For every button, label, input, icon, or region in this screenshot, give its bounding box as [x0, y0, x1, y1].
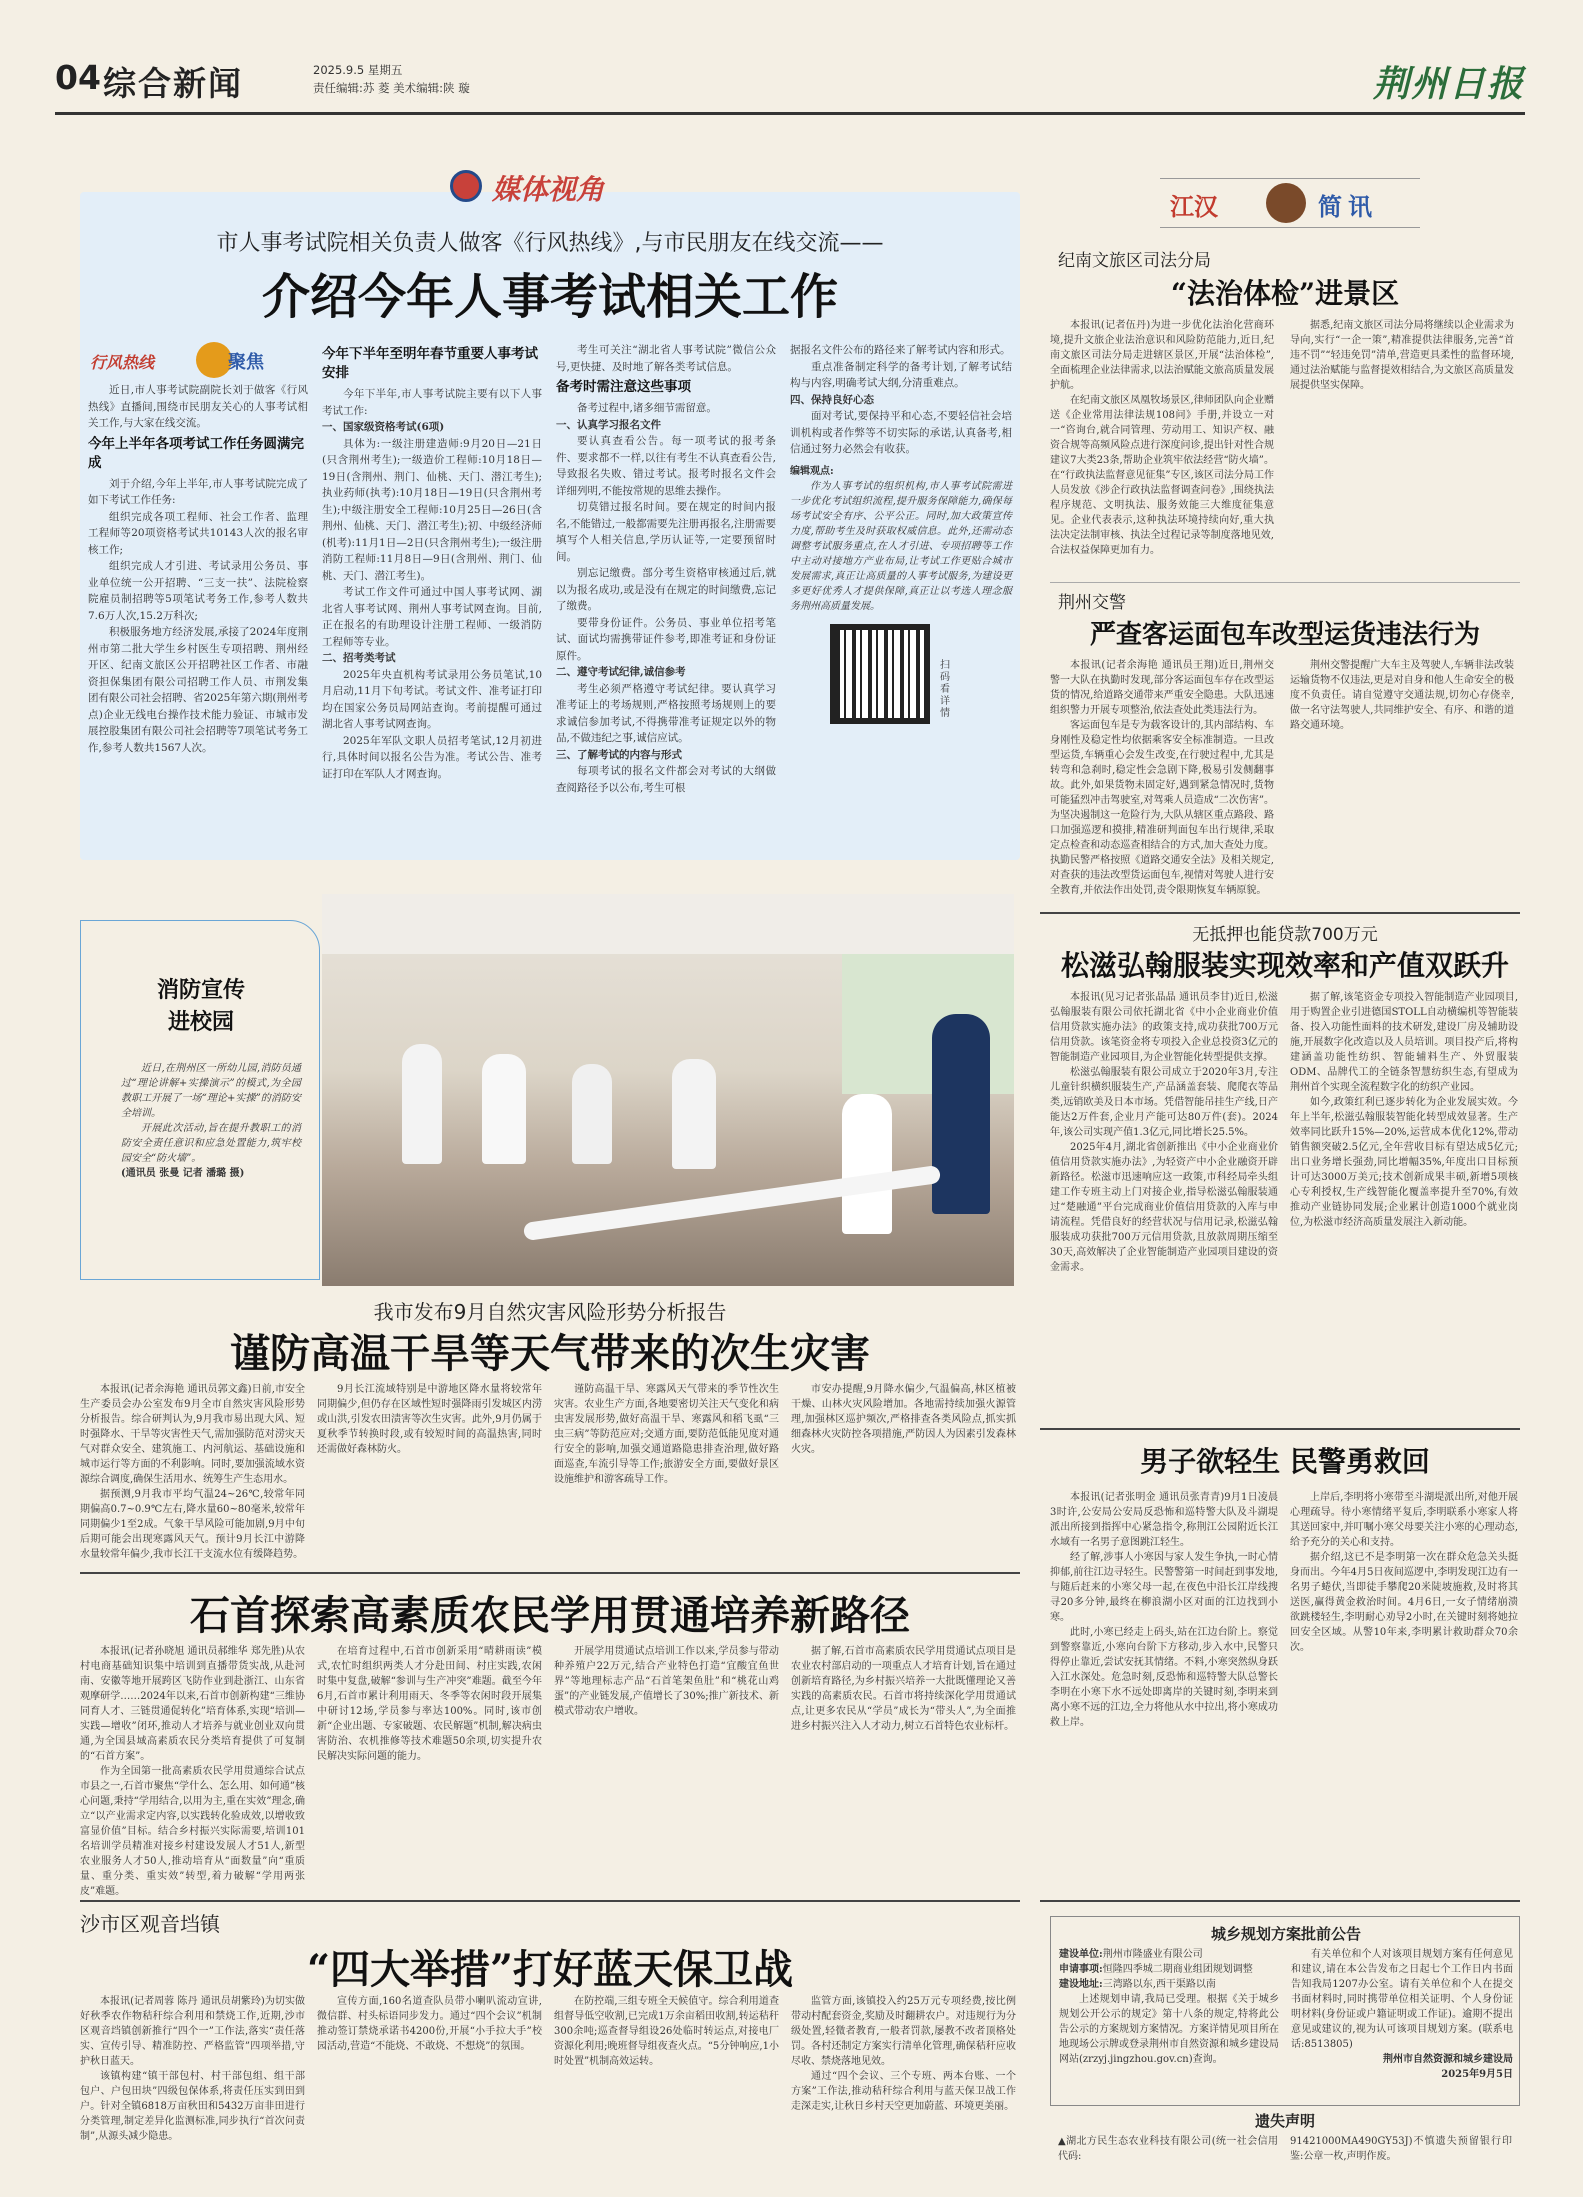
media-subhead-3: 备考时需注意这些事项: [556, 379, 691, 395]
media-col-4: 据报名文件公布的路径来了解考试内容和形式。 重点准备制定科学的备考计划,了解考试结构与内容,明确考试大纲,分清重难点。 四、保持良好心态 面对考试,要保持平和心态,不要轻信社会培训机构或者作弊等不切实际的承诺,认真备考,相信通过努力必然会有收获。 编辑观点: 作为人事考试的组织机构,市人事考试院需进一步优化考试组织流程,提升服务保障能力,确保每场考试安全有序、公平公正。同时,加大政策宣传力度,帮助考生及时获取权威信息。此外,还需动态调整考试服务重点,在人才引进、专项招聘等工作中主动对接地方产业布局,让考试工作更贴合城市发展需求,真正让高质量的人事考试服务,为建设更多更好优秀人才提供保障,真正让以考选人理念服务荆州高质量发展。 扫码看详情: [790, 342, 1012, 852]
shishou-title: 石首探索高素质农民学用贯通培养新路径: [190, 1592, 910, 1639]
brief-traffic-title: 严查客运面包车改型运货违法行为: [1089, 620, 1480, 650]
fire-drill-photo: [322, 894, 1014, 1286]
media-subhead-2: 今年下半年至明年春节重要人事考试安排: [322, 346, 538, 381]
media-focus-block: [80, 173, 1020, 860]
shashi-title: “四大举措”打好蓝天保卫战: [306, 1946, 793, 1993]
media-kicker: 市人事考试院相关负责人做客《行风热线》,与市民朋友在线交流——: [216, 231, 884, 256]
media-title: 介绍今年人事考试相关工作: [261, 269, 838, 325]
editorial-comment-label: 编辑观点:: [790, 465, 834, 477]
masthead: [55, 56, 1535, 108]
disaster-title: 谨防高温干旱等天气带来的次生灾害: [230, 1330, 870, 1377]
rescue-title: 男子欲轻生 民警勇救回: [1140, 1445, 1430, 1478]
section-name: 综合新闻: [103, 64, 243, 103]
media-subhead-1: 今年上半年各项考试工作任务圆满完成: [88, 435, 304, 471]
fire-caption-box: 消防宣传 进校园 近日,在荆州区一所幼儿园,消防员通过“理论讲解+实操演示”的模式,为全园教职工开展了一场“理论+实操”的消防安全培训。 开展此次活动,旨在提升教职工的消防安全责任意识和应急处置能力,筑牢校园安全“防火墙”。 (通讯员 张曼 记者 潘璐 摄): [80, 920, 320, 1280]
photo-credit: (通讯员 张曼 记者 潘璐 摄): [121, 1168, 245, 1179]
paper-name-logo: 荆州日报: [1372, 63, 1525, 105]
shishou-story: 石首探索高素质农民学用贯通培养新路径 本报讯(记者孙晓旭 通讯员郝维华 郑先胜)从农村电商基础知识集中培训到直播带货实战,从赴河南、安徽等地开展跨区飞防作业到赴浙江、山东省观摩研学……2024年以来,石首市创新构建“三维协同育人才、三链贯通促转化”培育体系,实现“培训—实践—增收”闭环,推动人才培养与就业创业双向贯通,为全国县域高素质农民分类培育提供了可复制的“石首方案”。 作为全国第一批高素质农民学用贯通综合试点市县之一,石首市聚焦“学什么、怎么用、如何通”核心问题,秉持“学用结合,以用为主,重在实效”理念,确立“以产业需求定内容,以实践转化验成效,以增收致富显价值”目标。结合乡村振兴实际需要,培训101名培训学员精准对接乡村建设发展人才51人,新型农业服务人才50人,推动培育从“面数量”向“重质量、重分类、重实效”转型,着力破解“学用两张皮”难题。 在培育过程中,石首市创新采用“晴耕雨读”模式,农忙时组织两类人才分赴田间、村庄实践,农闲时集中复盘,破解“参训与生产冲突”难题。截至今年6月,石首市累计利用雨天、冬季等农闲时段开展集中研讨12场,学员参与率达100%。同时,该市创新“企业出题、专家破题、农民解题”机制,解决病虫害防治、农机推修等技术难题50余项,切实提升农民解决实际问题的能力。 开展学用贯通试点培训工作以来,学员参与带动种养殖户22万元,结合产业特色打造“宜酸宜鱼世界”等地理标志产品“石首笔架鱼肚”和“桃花山鸡蛋”的产业链发展,产值增长了30%;推广新技术、新模式带动农户增收。 据了解,石首市高素质农民学用贯通试点项目是农业农村部启动的一项重点人才培育计划,旨在通过创新培育路径,为乡村振兴培养一大批既懂理论又善实践的高素质农民。石首市将持续深化学用贯通试点,让更多农民从“学员”成长为“带头人”,为全面推进乡村振兴注入人才动力,树立石首特色农业标杆。: [80, 1584, 1020, 1894]
jianghan-banner: 江汉 简讯: [1160, 178, 1420, 228]
loan-title: 松滋弘翰服装实现效率和产值双跃升: [1060, 949, 1509, 982]
disaster-story: 我市发布9月自然灾害风险形势分析报告 谨防高温干旱等天气带来的次生灾害 本报讯(记者余海艳 通讯员郭文鑫)日前,市安全生产委员会办公室发布9月全市自然灾害风险形势分析报告。综合研判认为,9月我市易出现大风、短时强降水、干旱等灾害性天气,需加强防范对涝灾天气对群众安全、建筑施工、内河航运、基础设施和城市运行等方面的不利影响。同时,要加强流域水资源综合调度,确保生活用水、统筹生产生态用水。 据预测,9月我市平均气温24~26℃,较常年同期偏高0.7~0.9℃左右,降水量60~80毫米,较常年同期偏少1至2成。气象干旱风险可能加剧,9月中旬后期可能会出现寒露风天气。预计9月长江中游降水量较常年偏少,我市长江干支流水位有缓降趋势。 9月长江流域特别是中游地区降水量将较常年同期偏少,但仍存在区域性短时强降雨引发城区内涝或山洪,引发农田渍害等次生灾害。此外,9月仍属于夏秋季节转换时段,或有较短时间的高温热害,同时还需做好森林防火。 谨防高温干旱、寒露风天气带来的季节性次生灾害。农业生产方面,各地要密切关注天气变化和病虫害发展形势,做好高温干旱、寒露风和稻飞虱“三虫三病”等防范应对;交通方面,要防范低能见度对通行安全的影响,加强交通道路隐患排查治理,做好路面巡查,车流引导等工作;旅游安全方面,要做好景区设施维护和游客疏导工作。 市安办提醒,9月降水偏少,气温偏高,林区植被干燥、山林火灾风险增加。各地需持续加强火源管理,加强林区巡护频次,严格排查各类风险点,抓实抓细森林火灾防控各项措施,严防因人为因素引发森林火灾。: [80, 1296, 1020, 1566]
qr-code[interactable]: [830, 624, 930, 724]
brief-traffic: 荆州交警 严查客运面包车改型运货违法行为 本报讯(记者余海艳 通讯员王翔)近日,荆州交警一大队在执勤时发现,部分客运面包车存在改型运货的情况,给道路交通带来严重安全隐患。大队迅速组织警力开展专项整治,依法查处此类违法行为。 客运面包车是专为载客设计的,其内部结构、车身刚性及稳定性均依据乘客安全标准制造。一旦改型运货,车辆重心会发生改变,在行驶过程中,尤其是转弯和急刹时,稳定性会急剧下降,极易引发侧翻事故。此外,如果货物未固定好,遇到紧急情况时,货物可能猛烈冲击驾驶室,对驾乘人员造成“二次伤害”。为坚决遏制这一危险行为,大队从辖区重点路段、路口加强巡逻和摸排,精准研判面包车出行规律,采取定点检查和动态巡查相结合的方式,加大查处力度。执勤民警严格按照《道路交通安全法》及相关规定,对查获的违法改型货运面包车,视情对驾驶人进行安全教育,并依法作出处罚,责令限期恢复车辆原貌。 荆州交警提醒广大车主及驾驶人,车辆非法改装运输货物不仅违法,更是对自身和他人生命安全的极度不负责任。请自觉遵守交通法规,切勿心存侥幸,做一名守法驾驶人,共同维护安全、有序、和谐的道路交通环境。: [1050, 588, 1520, 904]
editor-line: 责任编辑:苏 菱 美术编辑:陕 璇: [313, 81, 470, 95]
media-col-2: 今年下半年至明年春节重要人事考试安排 今年下半年,市人事考试院主要有以下人事考试工作: 一、国家级资格考试(6项) 具体为:一级注册建造师:9月20日—21日(只含荆州考生);一级造价工程师:10月18日—19日(含荆州、荆门、仙桃、天门、潜江考生);执业药师(执考):10月18日—19日(只含荆州考生);中级注册安全工程师:10月25日—26日(含荆州、仙桃、天门、潜江考生);初、中级经济师(机考):11月1日—2日(只含荆州考生);一级注册消防工程师:11月8日—9日(含荆州、荆门、仙桃、天门、潜江考生)。 考试工作文件可通过中国人事考试网、湖北省人事考试网、荆州人事考试网查询。目前,正在报名的有助理设计注册工程师、一级消防工程师等专业。 二、招考类考试 2025年央直机构考试录用公务员笔试,10月启动,11月下旬考试。考试文件、准考证打印均在国家公务员局网站查询。考前提醒可通过湖北省人事考试网查询。 2025年军队文职人员招考笔试,12月初进行,具体时间以报名公告为准。考试公告、准考证打印在军队人才网查询。: [322, 346, 542, 780]
masthead-rule: [55, 112, 1525, 115]
shashi-story: 沙市区观音垱镇 “四大举措”打好蓝天保卫战 本报讯(记者周蓉 陈丹 通讯员胡紫玲)为切实做好秋季农作物秸秆综合利用和禁烧工作,近期,沙市区观音垱镇创新推行“四个一”工作法,落实“责任落实、宣传引导、精准防控、严格监管”四项举措,守护秋日蓝天。 该镇构建“镇干部包村、村干部包组、组干部包户、户包田块”四级包保体系,将责任压实到田到户。针对全镇6818万亩秋田和5432万亩非田进行分类管理,制定差异化监测标准,同步执行“首次问责制”,从源头减少隐患。 宣传方面,160名道查队员带小喇叭流动宣讲,微信群、村头标语同步发力。通过“四个会议”机制推动签订禁烧承诺书4200份,开展“小手拉大手”校园活动,营造“不能烧、不敢烧、不想烧”的氛围。 在防控端,三组专班全天候值守。综合利用道查组督导低空收割,已完成1万余亩稻田收割,转运秸秆300余吨;巡查督导组设26处临时转运点,对接电厂资源化利用;晚班督导组夜查火点。“5分钟响应,1小时处置”机制高效运转。 监管方面,该镇投入约25万元专项经费,按比例带动村配套资金,奖励及时翻耕农户。对违规行为分级处置,轻微者教育,一般者罚款,屡教不改者顶格处罚。各村还制定方案实行清单化管理,确保秸秆应收尽收、禁烧落地见效。 通过“四个会议、三个专班、两本台账、一个方案”工作法,推动秸秆综合利用与蓝天保卫战工作走深走实,让秋日乡村天空更加蔚蓝、环境更美丽。: [80, 1908, 1020, 2158]
issue-date: 2025.9.5 星期五: [313, 63, 403, 77]
brief-jinan-title: “法治体检”进景区: [1170, 277, 1400, 310]
hotline-logo: 行风热线: [90, 353, 155, 372]
qr-note: 扫码看详情: [940, 659, 950, 719]
notice-title: 城乡规划方案批前公告: [1210, 1925, 1361, 1943]
media-col-3: 考生可关注“湖北省人事考试院”微信公众号,更快捷、及时地了解各类考试信息。 备考时需注意这些事项 备考过程中,诸多细节需留意。 一、认真学习报名文件 要认真查看公告。每一项考试的报考条件、要求都不一样,以往有考生不认真查看公告,导致报名失败、错过考试。报考时报名文件会详细列明,不能按常规的思维去操作。 切莫错过报名时间。要在规定的时间内报名,不能错过,一般都需要先注册再报名,注册需要填写个人相关信息,学历认证等,一定要预留时间。 别忘记缴费。部分考生资格审核通过后,就以为报名成功,或是没有在规定的时间缴费,忘记了缴费。 要带身份证件。公务员、事业单位招考笔试、面试均需携带证件参考,即准考证和身份证原件。 二、遵守考试纪律,诚信参考 考生必须严格遵守考试纪律。要认真学习准考证上的考场规则,严格按照考场规则上的要求诚信参加考试,不得携带准考证规定以外的物品,不做违纪之事,诚信应试。 三、了解考试的内容与形式 每项考试的报名文件都会对考试的大纲做查阅路径予以公布,考生可根: [556, 344, 777, 794]
page-number: 04: [55, 58, 101, 97]
planning-notice: 城乡规划方案批前公告 建设单位:荆州市隆盛业有限公司 申请事项:恒隆四季城二期商业组团规划调整 建设地址:三湾路以东,西干渠路以南 上述规划申请,我局已受理。根据《关于城乡规划公开公示的规定》第十八条的规定,特将此公告公示的方案规划方案情况。方案详情见项目所在地现场公示牌或登录荆州市自然资源和城乡建设局网站(zrzyj.jingzhou.gov.cn)查询。 有关单位和个人对该项目规划方案有任何意见和建议,请在本公告发布之日起七个工作日内书面告知我局1207办公室。请有关单位和个人在提交书面材料时,同时携带单位相关证明、个人身份证明材料(身份证或户籍证明或工作证)。逾期不提出意见或建议的,视为认可该项目规划方案。(联系电话:8513805) 荆州市自然资源和城乡建设局 2025年9月5日: [1050, 1916, 1520, 2106]
media-emblem-icon: [450, 170, 482, 202]
editorial-comment: 作为人事考试的组织机构,市人事考试院需进一步优化考试组织流程,提升服务保障能力,确保每场考试安全有序、公平公正。同时,加大政策宣传力度,帮助考生及时获取权威信息。此外,还需动态调整考试服务重点,在人才引进、专项招聘等工作中主动对接地方产业布局,让考试工作更贴合城市发展需求,真正让高质量的人事考试服务,为建设更多更好优秀人才提供保障,真正让以考选人理念服务荆州高质量发展。: [790, 480, 1012, 612]
rescue-story: 男子欲轻生 民警勇救回 本报讯(记者张明金 通讯员张青青)9月1日凌晨3时许,公安局公安局反恐怖和巡特警大队及斗湖堤派出所接到指挥中心紧急指令,称荆江公园附近长江水域有一名男子意图跳江轻生。 经了解,涉事人小寒因与家人发生争执,一时心情抑郁,前往江边寻轻生。民警警第一时间赶到事发地,与随后赶来的小寒父母一起,在夜色中沿长江岸线搜寻20多分钟,最终在柳浪湖小区对面的江边找到小寒。 此时,小寒已经走上码头,站在江边台阶上。察觉到警察靠近,小寒向台阶下方移动,步入水中,民警只得停止靠近,尝试安抚其情绪。不料,小寒突然纵身跃入江水深处。危急时刻,反恐怖和巡特警大队总警长李明在小寒下水不远处即离岸的关键时刻,李明来到离小寒不远的江边,全力将他从水中拉出,将小寒成功救上岸。 上岸后,李明将小寒带至斗湖堤派出所,对他开展心理疏导。待小寒情绪平复后,李明联系小寒家人将其送回家中,并叮嘱小寒父母要关注小寒的心理动态,给予充分的关心和支持。 据介绍,这已不是李明第一次在群众危急关头挺身而出。今年4月5日夜间巡逻中,李明发现江边有一名男子蜷伏,当即徒手攀爬20米陡坡施救,及时将其送医,赢得黄金救治时间。4月6日,一女子情绪崩溃欲跳楼轻生,李明耐心劝导2小时,在关键时刻将她拉回安全区域。从警10年来,李明累计救助群众70余次。: [1050, 1440, 1520, 1900]
jianghan-emblem-icon: [1266, 183, 1306, 223]
loan-story: 无抵押也能贷款700万元 松滋弘翰服装实现效率和产值双跃升 本报讯(见习记者张晶晶 通讯员李甘)近日,松滋弘翰服装有限公司依托湖北省《中小企业商业价值信用贷款实施办法》的政策支持,成功获批700万元信用贷款。该笔资金将专项投入企业总投资3亿元的智能制造产业园项目,为企业智能化转型提供支撑。 松滋弘翰服装有限公司成立于2020年3月,专注儿童针织横织服装生产,产品涵盖套装、爬爬衣等品类,远销欧美及日本市场。凭借智能吊挂生产线,日产能达2万件套,企业月产能可达80万件(套)。2024年,该公司实现产值1.3亿元,同比增长25.5%。 2025年4月,湖北省创新推出《中小企业商业价值信用贷款实施办法》,为轻资产中小企业融资开辟新路径。松滋市迅速响应这一政策,市科经局牵头组建工作专班主动上门对接企业,指导松滋弘翰服装通过“楚融通”平台完成商业价值信用贷款的入库与申请流程。凭借良好的经营状况与信用记录,松滋弘翰服装成功获批700万元信用贷款,且放款周期压缩至30天,高效解决了企业智能制造产业园项目建设的资金需求。 据了解,该笔资金专项投入智能制造产业园项目,用于购置企业引进德国STOLL自动横编机等智能装备、投入功能性面料的技术研发,建设厂房及辅助设施,开展数字化改造以及人员培训。项目投产后,将构建涵盖功能性纺织、智能辅料生产、外贸服装ODM、品牌代工的全链条智慧纺织生态,有望成为荆州首个实现全流程数字化的纺织产业园。 如今,政策红利已逐步转化为企业发展实效。今年上半年,松滋弘翰服装智能化转型成效显著。生产效率同比跃升15%—20%,运营成本优化12%,带动销售额突破2.5亿元,全年营收目标有望达成5亿元;出口业务增长强劲,同比增幅35%,年度出口目标预计可达3000万美元;技术创新成果丰硕,新增5项核心专利授权,生产线智能化覆盖率提升至70%,有效推动产业链协同发展;企业累计创造1000个就业岗位,为松滋市经济高质量发展注入新动能。: [1050, 925, 1518, 1273]
focus-logo-icon: [196, 342, 232, 378]
media-intro: 近日,市人事考试院副院长刘于做客《行风热线》直播间,围绕市民朋友关心的人事考试相关工作,与大家在线交流。: [88, 384, 308, 429]
brief-jinan: 纪南文旅区司法分局 “法治体检”进景区 本报讯(记者伍丹)为进一步优化法治化营商环境,提升文旅企业法治意识和风险防范能力,近日,纪南文旅区司法分局走进辖区景区,开展“法治体检”,全面梳理企业法律需求,以法治赋能文旅高质量发展护航。 在纪南文旅区凤凰牧场景区,律师团队向企业赠送《企业常用法律法规108问》手册,并设立一对一“咨询台,就合同管理、劳动用工、知识产权、融资合规等高频风险点进行深度问诊,提出针对性合规建议7大类23条,帮助企业筑牢依法经营“防火墙”。在“行政执法监督意见征集”专区,该区司法分局工作人员发放《涉企行政执法监督调查问卷》,围绕执法程序规范、文明执法、服务效能三大维度征集意见。企业代表表示,这种执法环境持续向好,重大执法决定法制审核、执法全过程记录等制度落地见效,合法权益保障更加有力。 据悉,纪南文旅区司法分局将继续以企业需求为导向,实行“一企一策”,精准提供法律服务,完善“首违不罚”“轻违免罚”清单,营造更具柔性的监督环境,通过法治赋能与监督提效相结合,为文旅区高质量发展提供坚实保障。: [1050, 246, 1520, 546]
media-col-1: 行风热线 聚焦 近日,市人事考试院副院长刘于做客《行风热线》直播间,围绕市民朋友关心的人事考试相关工作,与大家在线交流。 今年上半年各项考试工作任务圆满完成 刘于介绍,今年上半年,市人事考试院完成了如下考试工作任务: 组织完成各项工程师、社会工作者、监理工程师等20项资格考试共10143人次的报名审核工作; 组织完成人才引进、考试录用公务员、事业单位统一公开招聘、“三支一扶”、法院检察院雇员制招聘等5项笔试考务工作,参考人数共7.6万人次,15.2万科次; 积极服务地方经济发展,承接了2024年度荆州市第二批大学生乡村医生专项招聘、荆州经开区、纪南文旅区公开招聘社区工作者、市融资担保集团有限公司招聘工作人员、市荆发集团有限公司社会招聘、省2025年第六期(荆州考点)企业无线电台操作技术能力验证、市城市发展控股集团有限公司社会招聘等7项笔试考务工作,参考人数共1567人次。: [88, 342, 308, 852]
media-banner: 媒体视角: [440, 164, 660, 208]
lost-statement: 遗失声明 ▲湖北方民生态农业科技有限公司(统一社会信用代码: 91421000MA490GY53J)不慎遗失预留银行印鉴:公章一枚,声明作废。: [1050, 2110, 1520, 2180]
lost-title: 遗失声明: [1254, 2112, 1315, 2130]
